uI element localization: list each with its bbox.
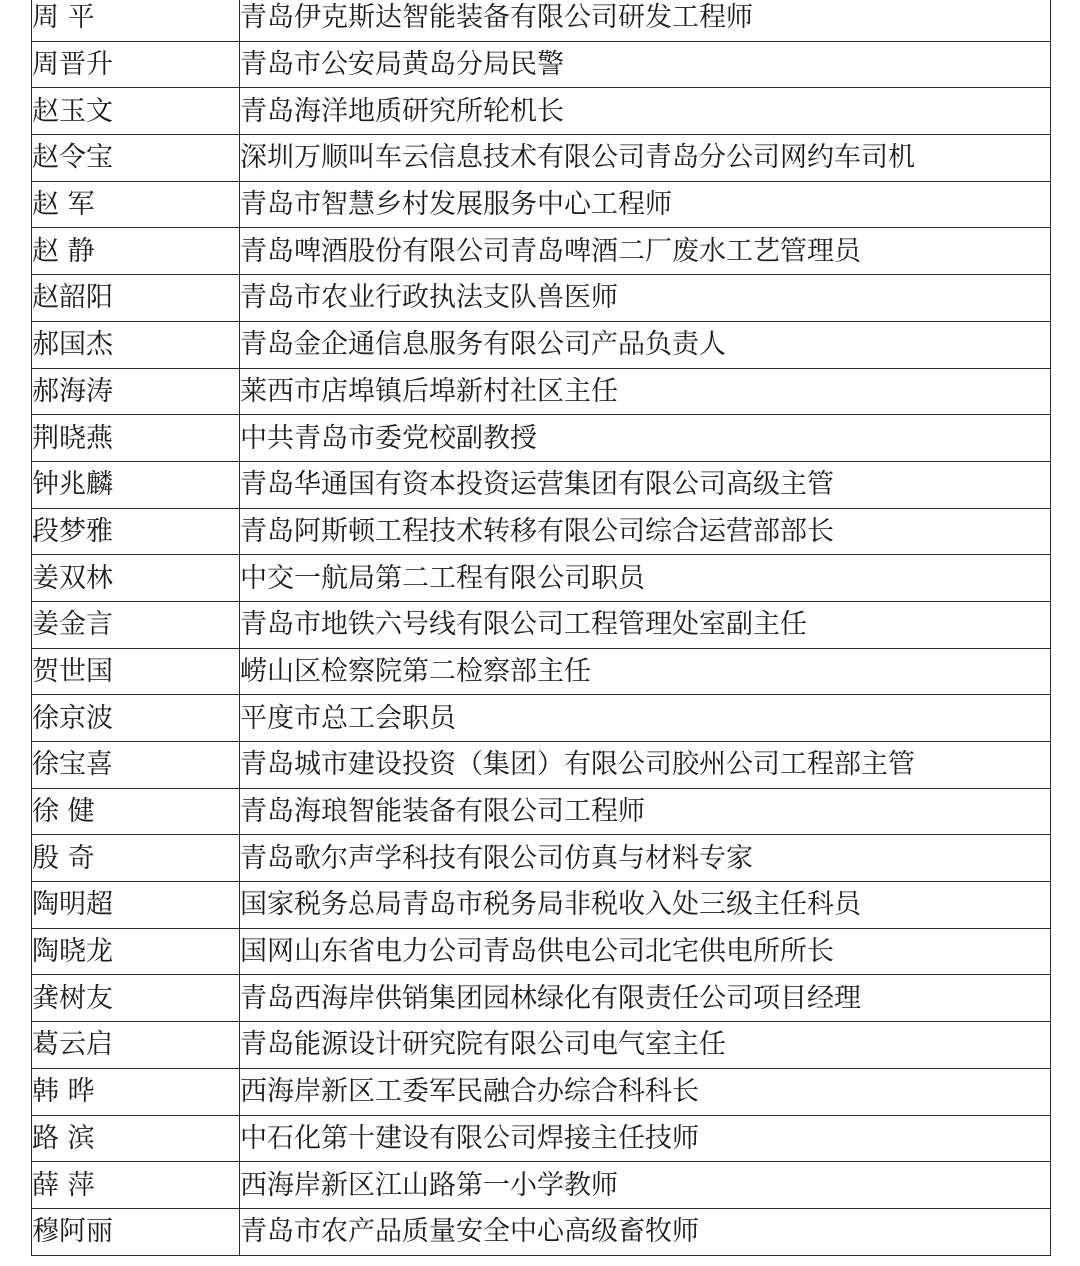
person-name: 龚树友 — [32, 975, 240, 1022]
person-organization: 青岛市农产品质量安全中心高级畜牧师 — [240, 1208, 1051, 1255]
person-organization: 西海岸新区江山路第一小学教师 — [240, 1162, 1051, 1209]
person-name: 周晋升 — [32, 41, 240, 88]
person-organization: 青岛能源设计研究院有限公司电气室主任 — [240, 1022, 1051, 1069]
table-row — [32, 181, 1051, 228]
person-name: 郝国杰 — [32, 321, 240, 368]
table-row — [32, 1022, 1051, 1069]
person-name: 贺世国 — [32, 648, 240, 695]
person-name: 徐 健 — [32, 788, 240, 835]
person-name: 周 平 — [32, 0, 240, 41]
person-organization: 国网山东省电力公司青岛供电公司北宅供电所所长 — [240, 928, 1051, 975]
table-row — [32, 835, 1051, 882]
person-name: 姜双林 — [32, 555, 240, 602]
person-name: 徐宝喜 — [32, 742, 240, 789]
person-organization: 青岛啤酒股份有限公司青岛啤酒二厂废水工艺管理员 — [240, 228, 1051, 275]
roster-table — [31, 0, 1051, 1256]
person-organization: 青岛市公安局黄岛分局民警 — [240, 41, 1051, 88]
person-name: 赵韶阳 — [32, 275, 240, 322]
person-organization: 西海岸新区工委军民融合办综合科科长 — [240, 1068, 1051, 1115]
table-row — [32, 928, 1051, 975]
table-row — [32, 648, 1051, 695]
person-organization: 中石化第十建设有限公司焊接主任技师 — [240, 1115, 1051, 1162]
person-organization: 青岛金企通信息服务有限公司产品负责人 — [240, 321, 1051, 368]
table-row — [32, 1115, 1051, 1162]
person-organization: 青岛歌尔声学科技有限公司仿真与材料专家 — [240, 835, 1051, 882]
person-name: 韩 晔 — [32, 1068, 240, 1115]
person-name: 赵 军 — [32, 181, 240, 228]
table-row — [32, 41, 1051, 88]
person-name: 赵玉文 — [32, 88, 240, 135]
person-name: 段梦雅 — [32, 508, 240, 555]
person-name: 路 滨 — [32, 1115, 240, 1162]
person-organization: 国家税务总局青岛市税务局非税收入处三级主任科员 — [240, 882, 1051, 929]
table-row — [32, 415, 1051, 462]
person-name: 荆晓燕 — [32, 415, 240, 462]
person-organization: 青岛西海岸供销集团园林绿化有限责任公司项目经理 — [240, 975, 1051, 1022]
table-row — [32, 555, 1051, 602]
table-row — [32, 228, 1051, 275]
roster-body — [32, 0, 1051, 1255]
table-row — [32, 601, 1051, 648]
person-name: 姜金言 — [32, 601, 240, 648]
person-name: 殷 奇 — [32, 835, 240, 882]
table-row — [32, 461, 1051, 508]
person-organization: 平度市总工会职员 — [240, 695, 1051, 742]
person-name: 陶明超 — [32, 882, 240, 929]
person-organization: 中共青岛市委党校副教授 — [240, 415, 1051, 462]
person-organization: 青岛海洋地质研究所轮机长 — [240, 88, 1051, 135]
person-name: 葛云启 — [32, 1022, 240, 1069]
person-name: 薛 萍 — [32, 1162, 240, 1209]
table-row — [32, 695, 1051, 742]
person-organization: 青岛阿斯顿工程技术转移有限公司综合运营部部长 — [240, 508, 1051, 555]
person-organization: 青岛市智慧乡村发展服务中心工程师 — [240, 181, 1051, 228]
table-row — [32, 742, 1051, 789]
table-row — [32, 368, 1051, 415]
table-row — [32, 1208, 1051, 1255]
person-organization: 中交一航局第二工程有限公司职员 — [240, 555, 1051, 602]
table-row — [32, 1068, 1051, 1115]
table-row — [32, 135, 1051, 182]
person-name: 赵令宝 — [32, 135, 240, 182]
person-name: 徐京波 — [32, 695, 240, 742]
table-row — [32, 0, 1051, 41]
person-name: 赵 静 — [32, 228, 240, 275]
person-organization: 青岛伊克斯达智能装备有限公司研发工程师 — [240, 0, 1051, 41]
person-organization: 莱西市店埠镇后埠新村社区主任 — [240, 368, 1051, 415]
person-organization: 青岛市农业行政执法支队兽医师 — [240, 275, 1051, 322]
person-organization: 青岛华通国有资本投资运营集团有限公司高级主管 — [240, 461, 1051, 508]
person-name: 穆阿丽 — [32, 1208, 240, 1255]
table-row — [32, 508, 1051, 555]
person-organization: 深圳万顺叫车云信息技术有限公司青岛分公司网约车司机 — [240, 135, 1051, 182]
table-row — [32, 975, 1051, 1022]
person-organization: 崂山区检察院第二检察部主任 — [240, 648, 1051, 695]
table-row — [32, 321, 1051, 368]
table-row — [32, 1162, 1051, 1209]
person-organization: 青岛海琅智能装备有限公司工程师 — [240, 788, 1051, 835]
table-row — [32, 882, 1051, 929]
roster-sheet — [31, 0, 1050, 1256]
person-organization: 青岛市地铁六号线有限公司工程管理处室副主任 — [240, 601, 1051, 648]
person-organization: 青岛城市建设投资（集团）有限公司胶州公司工程部主管 — [240, 742, 1051, 789]
person-name: 陶晓龙 — [32, 928, 240, 975]
table-row — [32, 275, 1051, 322]
table-row — [32, 788, 1051, 835]
person-name: 钟兆麟 — [32, 461, 240, 508]
table-row — [32, 88, 1051, 135]
person-name: 郝海涛 — [32, 368, 240, 415]
